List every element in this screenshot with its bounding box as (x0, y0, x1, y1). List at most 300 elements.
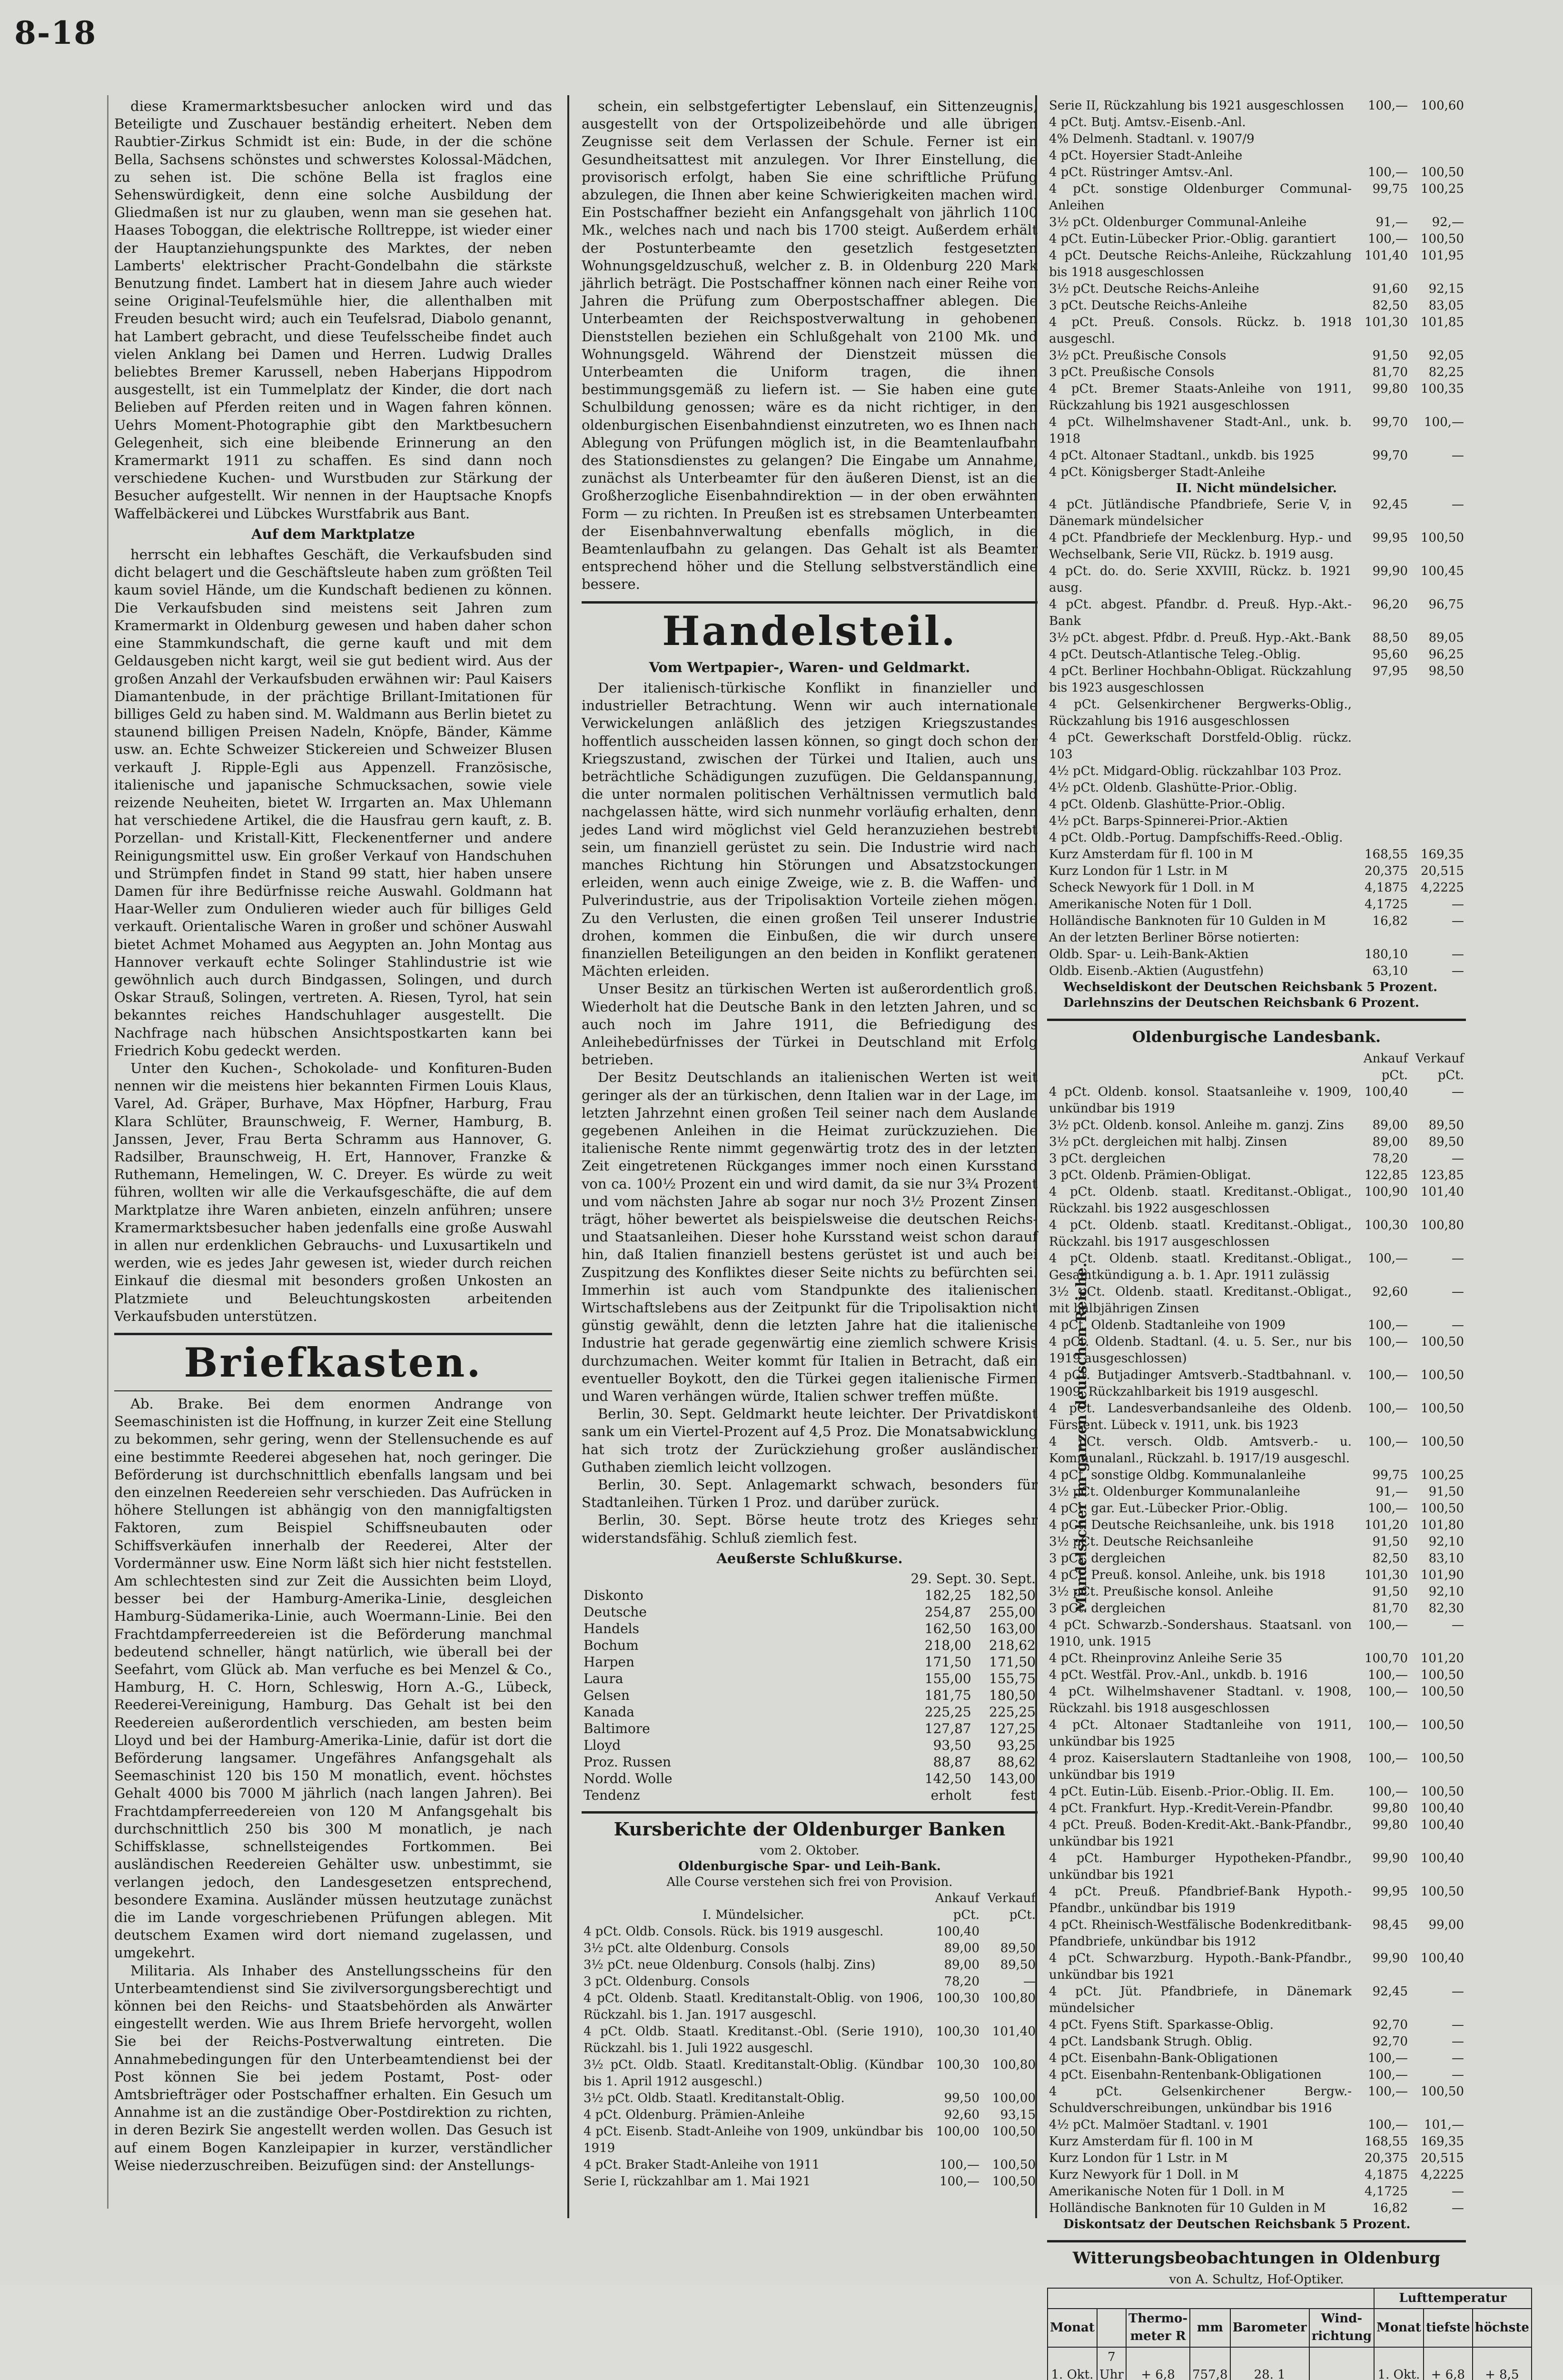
row-value: 99,90 (1372, 564, 1408, 578)
table-row (1047, 1517, 1466, 1534)
row-value (1410, 830, 1466, 846)
row-label: Bochum (584, 1637, 639, 1654)
row-label: 4 pCt. Preuß. Consols. Rückz. b. 1918 ausgeschl. (1049, 315, 1352, 346)
row-value: 101,85 (1421, 315, 1464, 329)
row-label: Tendenz (584, 1787, 640, 1804)
darlehnszins: Darlehnszins der Deutschen Reichsbank 6 Prozent. (1063, 996, 1419, 1010)
row-value (1410, 131, 1466, 148)
row-value: 100,40 (1421, 1951, 1464, 1965)
row-value (1354, 114, 1410, 131)
table-header-row (1048, 2288, 1532, 2309)
table-row (1047, 963, 1466, 980)
table-row (1047, 646, 1466, 663)
table-header-cell: Monat (1048, 2309, 1097, 2347)
kursberichte-heading: Kursberichte der Oldenburger Banken (613, 1818, 1006, 1840)
table-header-row (582, 1907, 1038, 1924)
divider (582, 601, 1038, 604)
table-row (1047, 563, 1466, 596)
row-label: 4 pCt. Schwarzburg. Hypoth.-Bank-Pfandbr., unkündbar bis 1921 (1049, 1951, 1352, 1982)
row-value: 169,35 (1421, 847, 1464, 862)
table-row (1047, 796, 1466, 813)
weather-cell: 757,8 (1190, 2347, 1230, 2380)
table-row (582, 1973, 1038, 1990)
row-value: 100,— (1368, 1785, 1408, 1799)
row-value: 100,— (1424, 415, 1464, 429)
row-label: 4 pCt. Gelsenkirchener Bergwerks-Oblig., Rückzahlung bis 1916 ausgeschlossen (1049, 697, 1352, 728)
row-label: Amerikanische Noten für 1 Doll. (1049, 897, 1252, 912)
table-row (1047, 1484, 1466, 1500)
row-label: Diskonto (584, 1587, 643, 1604)
row-value: 96,25 (1428, 647, 1464, 662)
row-value: 82,25 (1428, 365, 1464, 379)
article-paragraph: diese Kramermarktsbesucher anlocken wird und das Beteiligte und Zuschauer beständig erheitert. Neben dem Raubtier-Zirkus Schmidt ist ein: Bude, in der die schöne Bella, Sachsens schönstes und schwerstes Kolossal-Mädchen, zu sehen ist. Die schöne Bella ist fraglos eine Sehenswürdigkeit, denn eine solche Ausbildung der Gliedmaßen ist nur zu glauben, wenn man sie gesehen hat. Haases Toboggan, die elektrische Rolltreppe, ist wieder einer der Hauptanziehungspunkte des Marktes, der neben Lamberts' elektrischer Pracht-Gondelbahn die stärkste Benutzung findet. Lambert hat in diesem Jahre auch wieder seine Original-Teufelsmühle hier, die allenthalben mit Freuden besucht wird; auch ein Teufelsrad, Diabolo genannt, hat Lambert gebracht, und diese Teufelsscheibe findet auch vielen Anklang bei Damen und Herren. Ludwig Dralles beliebtes Bremer Karussell, neben Haberjans Hippodrom ausgestellt, ist ein Tummelplatz der Kinder, die dort nach Belieben auf Pferden reiten und in Wagen fahren können. Uehrs Moment-Photographie gibt den Marktbesuchern Gelegenheit, sich eine bleibende Erinnerung an den Kramermarkt 1911 zu schaffen. Es sind dann noch verschiedene Kuchen- und Wurstbuden zur Stärkung der Besucher aufgestellt. Wir nennen in der Hauptsache Knopfs Waffelbäckerei und Lübckes Wurstfabrik aus Bant. (114, 98, 552, 522)
row-value: 82,30 (1428, 1601, 1464, 1616)
table-row (1047, 1367, 1466, 1400)
table-header-row (582, 1890, 1038, 1907)
row-value: 100,40 (936, 1924, 979, 1939)
row-label: Kurz London für 1 Lstr. in M (1049, 2151, 1228, 2165)
securities-table-mid (1047, 496, 1466, 980)
row-value: 92,70 (1372, 2018, 1408, 2032)
table-row (1047, 1434, 1466, 1467)
row-value: 142,50 (924, 1771, 971, 1787)
weather-cell (1309, 2347, 1374, 2380)
row-value: 100,— (1368, 1318, 1408, 1332)
kurs-note: Alle Course verstehen sich frei von Provision. (666, 1875, 953, 1890)
row-value: 91,50 (1372, 1585, 1408, 1599)
row-value: 100,— (1368, 1435, 1408, 1449)
article-paragraph: Der italienisch-türkische Konflikt in finanzieller und industrieller Betrachtung. Wenn wir auch internationale Verwickelungen anläßlich des jetzigen Kriegszustandes hoffentlich ausscheiden lassen können, so gingt doch schon der Kriegszustand, zwischen der Türkei und Italien, auch uns beträchtliche Schädigungen zuzufügen. Die Geldanspannung, die unter normalen politischen Verhältnissen vermutlich bald nachgelassen hätte, wird sich nunmehr vorläufig erhalten, denn jedes Land wird möglichst viel Geld heranzuziehen bestrebt sein, um finanziell gerüstet zu sein. Die Industrie wird nach manches Richtung hin Störungen und Absatzstockungen erleiden, wenn auch einige Zweige, wie z. B. die Waffen- und Pulverindustrie, aus der Tripolisaktion Vorteile ziehen mögen. Zu den Verlusten, die einen großen Teil unserer Industrie drohen, kommen die Einbußen, die wir durch unsere finanziellen Beteiligungen an den beiden in Konflikt geratenen Mächten erleiden. (582, 679, 1038, 980)
row-value (1410, 763, 1466, 780)
table-row (582, 1654, 1038, 1670)
row-value: 4,1875 (1365, 2168, 1408, 2182)
row-value: 78,20 (944, 1974, 979, 1989)
row-value: — (1452, 1151, 1464, 1166)
row-value: 127,25 (989, 1721, 1036, 1737)
row-value: 83,10 (1428, 1551, 1464, 1566)
row-value: 100,— (1368, 2068, 1408, 2082)
row-label: Holländische Banknoten für 10 Gulden in M (1049, 2201, 1326, 2215)
row-value: 91,50 (1372, 1535, 1408, 1549)
row-label: 4½ pCt. Oldenb. Glashütte-Prior.-Oblig. (1049, 781, 1297, 795)
row-value: fest (1010, 1787, 1036, 1804)
row-label: 4 pCt. sonstige Oldbg. Kommunalanleihe (1049, 1468, 1306, 1482)
row-value: 88,87 (933, 1754, 971, 1770)
row-value: 100,— (1368, 2051, 1408, 2065)
page-number: 8-18 (14, 14, 97, 51)
vertical-label-text: Mündelsicher im ganzen deutschen Reiche. (1073, 1262, 1090, 1613)
article-paragraph: Unser Besitz an türkischen Werten ist außerordentlich groß. Wiederholt hat die Deutsche Bank in den letzten Jahren, und so auch noch im Jahre 1911, die Befriedigung des Anleihebedürfnisses der Türkei in Deutschland mit Erfolg betrieben. (582, 981, 1038, 1068)
row-label: 3½ pCt. Deutsche Reichsanleihe (1049, 1535, 1254, 1549)
table-row (1047, 1334, 1466, 1367)
row-value: 100,40 (1421, 1801, 1464, 1815)
row-value: 168,55 (1365, 847, 1408, 862)
row-label: 4 pCt. Eisenb. Stadt-Anleihe von 1909, unkündbar bis 1919 (584, 2124, 923, 2156)
row-label: 3 pCt. Oldenburg. Consols (584, 1974, 750, 1989)
table-row (1047, 1750, 1466, 1784)
row-value: 101,30 (1365, 1568, 1408, 1582)
table-row (1047, 846, 1466, 863)
row-value: 91,— (1375, 1485, 1408, 1499)
article-paragraph: Berlin, 30. Sept. Geldmarkt heute leichter. Der Privatdiskont sank um ein Viertel-Prozent auf 4,5 Proz. Die Monatsabwicklung hat sich trotz der Zurückziehung großer ausländischer Guthaben ziemlich leicht vollzogen. (582, 1406, 1038, 1475)
row-value: 99,70 (1372, 415, 1408, 429)
row-value: 100,— (1368, 2084, 1408, 2099)
table-row (582, 1720, 1038, 1737)
row-value: 4,2225 (1421, 881, 1464, 895)
table-header-cell: Verkauf (987, 1891, 1036, 1906)
table-row (582, 1587, 1038, 1604)
table-row (1047, 1217, 1466, 1250)
row-value: 82,50 (1372, 298, 1408, 313)
row-value: 88,62 (997, 1754, 1036, 1770)
row-value: 93,15 (1000, 2108, 1036, 2122)
row-value: 182,50 (989, 1587, 1036, 1604)
table-row (1047, 2067, 1466, 2083)
row-label: 4 pCt. Königsberger Stadt-Anleihe (1049, 465, 1266, 479)
row-label: Gelsen (584, 1687, 630, 1704)
row-value: 100,30 (1365, 1218, 1408, 1232)
row-value: 88,50 (1372, 631, 1408, 645)
row-value: 100,— (1368, 1251, 1408, 1266)
divider (114, 1390, 552, 1391)
table-header-cell: Lufttemperatur (1374, 2288, 1532, 2309)
row-label: 4% Delmenh. Stadtanl. v. 1907/9 (1049, 132, 1255, 146)
article-paragraph: Berlin, 30. Sept. Börse heute trotz des Krieges sehr widerstandsfähig. Schluß ziemlich fest. (582, 1512, 1038, 1546)
row-value: 92,15 (1428, 282, 1464, 296)
row-label: 4 pCt. Oldb. Staatl. Kreditanst.-Obl. (Serie 1910), Rückzahl. bis 1. Juli 1922 ausgeschl. (584, 2024, 923, 2056)
table-row (1047, 696, 1466, 730)
table-header-cell (1048, 2288, 1374, 2309)
row-value: — (1452, 1984, 1464, 1999)
row-value: 180,10 (1365, 947, 1408, 962)
row-label: 4 pCt. sonstige Oldenburger Communal-Anleihen (1049, 182, 1352, 213)
row-label: 4 pCt. Butj. Amtsv.-Eisenb.-Anl. (1049, 115, 1246, 129)
row-label: 4 pCt. Deutsche Reichs-Anleihe, Rückzahlung bis 1918 ausgeschlossen (1049, 248, 1352, 279)
table-row (582, 1924, 1038, 1940)
table-row (1047, 1784, 1466, 1800)
row-label: 3½ pCt. Oldenb. staatl. Kreditanst.-Obligat., mit halbjährigen Zinsen (1049, 1285, 1352, 1316)
table-row (1047, 1850, 1466, 1884)
row-value: — (1023, 1974, 1036, 1989)
row-label: 3½ pCt. Preußische Consols (1049, 348, 1227, 363)
table-row (1047, 1983, 1466, 2017)
row-value (1410, 464, 1466, 481)
row-value: — (1452, 448, 1464, 463)
row-label: Serie II, Rückzahlung bis 1921 ausgeschlossen (1049, 99, 1345, 113)
row-value: 100,50 (1421, 1685, 1464, 1699)
divider (1047, 2240, 1466, 2242)
row-value: 4,1875 (1365, 881, 1408, 895)
row-value: 100,50 (1421, 1335, 1464, 1349)
weather-cell: 1. Okt. (1048, 2347, 1097, 2380)
section-subheading: Auf dem Marktplatze (251, 526, 415, 542)
table-header-cell: mm (1190, 2309, 1230, 2347)
row-value: 98,45 (1372, 1918, 1408, 1932)
table-row (1047, 281, 1466, 298)
row-value: — (1452, 1085, 1464, 1099)
row-value (1410, 148, 1466, 164)
row-value: 100,50 (1421, 1884, 1464, 1899)
row-label: Oldb. Spar- u. Leih-Bank-Aktien (1049, 947, 1249, 962)
table-header-cell (1047, 1067, 1354, 1084)
row-value: 155,00 (924, 1671, 971, 1687)
row-value (1410, 796, 1466, 813)
table-header-cell: pCt. (1381, 1068, 1408, 1082)
table-row (1047, 248, 1466, 281)
row-label: 4 pCt. Oldenb. Stadtanleihe von 1909 (1049, 1318, 1286, 1332)
row-value (1410, 780, 1466, 796)
table-row (1047, 730, 1466, 763)
table-row (1047, 1534, 1466, 1550)
article-paragraph: Militaria. Als Inhaber des Anstellungsscheins für den Unterbeamtendienst sind Sie zivilversorgungsberechtigt und können bei den Reichs- und Staatsbehörden als Anwärter eingestellt werden. Wie aus Ihrem Briefe hervorgeht, wollen Sie bei der Reichs-Postverwaltung eintreten. Die Annahmebedingungen für den Unterbeamtendienst bei der Post können Sie bei jedem Postamt, Post- oder Amtsbriefträger oder Postschaffner erhalten. Ein Gesuch um Annahme ist an die zuständige Ober-Postdirektion zu richten, in deren Bezirk Sie angestellt werden wollen. Das Gesuch ist auf einem Bogen Kanzleipapier in kurzer, verständlicher Weise niederzuschreiben. Beizufügen sind: der Anstellungs- (114, 1962, 552, 2173)
row-value: 91,— (1375, 215, 1408, 229)
table-row (1047, 1650, 1466, 1667)
row-value: 20,515 (1421, 864, 1464, 878)
weather-cell: 7 Uhr (1097, 2347, 1126, 2380)
row-value: 100,40 (1421, 1851, 1464, 1865)
table-title: Aeußerste Schlußkurse. (716, 1550, 903, 1567)
row-label: 3½ pCt. Oldb. Staatl. Kreditanstalt-Oblig. (584, 2091, 845, 2106)
row-value: 169,35 (1421, 2134, 1464, 2149)
row-value: — (1452, 2018, 1464, 2032)
table-header-cell: 29. Sept. (910, 1571, 971, 1587)
table-row (582, 1770, 1038, 1787)
table-row (1047, 1150, 1466, 1167)
row-value: 99,95 (1372, 1884, 1408, 1899)
article-paragraph: schein, ein selbstgefertigter Lebenslauf, ein Sittenzeugnis, ausgestellt von der Ortspolizeibehörde und alle übrigen Zeugnisse seit dem Verlassen der Schule. Ferner ist ein Gesundheitsattest mit anzulegen. Vor Ihrer Einstellung, die provisorisch erfolgt, haben Sie eine schriftliche Prüfung abzulegen, die Ihnen aber keine Schwierigkeiten machen wird. Ein Postschaffner bezieht ein Anfangsgehalt von jährlich 1100 Mk., welches nach und nach bis 1700 steigt. Außerdem erhält der Postunterbeamte den gesetzlich festgesetzten Wohnungsgeldzuschuß, welcher z. B. in Oldenburg 220 Mark jährlich beträgt. Die Postschaffner können nach einer Reihe von Jahren die Prüfung zum Oberpostschaffner ablegen. Die Unterbeamten der Reichspostverwaltung in gehobenen Dienststellen beziehen ein Schlußgehalt von 2100 Mk. und Wohnungsgeld. Während der Dienstzeit müssen die Unterbeamten die Uniform tragen, die ihnen bestimmungsgemäß zu liefern ist. — Sie haben eine gute Schulbildung genossen; wäre es da nicht richtiger, in den oldenburgischen Eisenbahndienst einzutreten, wo es Ihnen nach Ablegung von Prüfungen möglich ist, in die Beamtenlaufbahn des Stationsdienstes zu gelangen? Die Eingabe um Annahme, zunächst als Unterbeamter für den äußeren Dienst, ist an die Großherzogliche Eisenbahndirektion — in der oben erwähnten Form — zu richten. In Preußen ist es strebsamen Unterbeamten der Eisenbahnverwaltung ebenfalls möglich, in die Beamtenlaufbahn zu gelangen. Das Gehalt ist als Beamter entsprechend höher und die Stellung selbstverständlich eine bessere. (582, 98, 1038, 593)
row-label: 4 pCt. Deutsche Reichsanleihe, unk. bis 1918 (1049, 1518, 1335, 1532)
table-row (582, 2107, 1038, 2123)
table-row (1047, 2033, 1466, 2050)
row-label: 3½ pCt. Oldb. Staatl. Kreditanstalt-Oblig. (Kündbar bis 1. April 1912 ausgeschl.) (584, 2058, 923, 2089)
row-value: 100,— (1368, 2118, 1408, 2132)
row-value: — (1452, 2184, 1464, 2199)
table-row (1048, 2347, 1532, 2380)
row-label: 3 pCt. Preußische Consols (1049, 365, 1215, 379)
row-value: erholt (930, 1787, 971, 1804)
table-row (1047, 830, 1466, 846)
row-value: — (1452, 1318, 1464, 1332)
weather-cell: + 6,8 (1424, 2347, 1473, 2380)
table-row (1047, 1500, 1466, 1517)
row-label: 3½ pCt. abgest. Pfdbr. d. Preuß. Hyp.-Akt.-Bank (1049, 631, 1351, 645)
table-row (1047, 1317, 1466, 1334)
row-label: Harpen (584, 1654, 635, 1670)
row-value: 100,— (1368, 1618, 1408, 1632)
weather-table (1047, 2288, 1532, 2380)
table-row (1047, 1467, 1466, 1484)
row-label: 4 pCt. Eutin-Lübecker Prior.-Oblig. garantiert (1049, 232, 1336, 246)
table-row (1047, 1717, 1466, 1750)
row-value: 89,50 (1000, 1941, 1036, 1956)
row-value: 100,— (1368, 1668, 1408, 1682)
row-label: 4 pCt. gar. Eut.-Lübecker Prior.-Oblig. (1049, 1501, 1288, 1516)
row-value: 81,70 (1372, 1601, 1408, 1616)
row-label: Kurz Newyork für 1 Doll. in M (1049, 2168, 1239, 2182)
row-value: — (1452, 1251, 1464, 1266)
row-value: — (1452, 2034, 1464, 2049)
row-label: 4 pCt. Wilhelmshavener Stadtanl. v. 1908, Rückzahl. bis 1918 ausgeschlossen (1049, 1685, 1352, 1716)
row-value: 100,50 (1421, 531, 1464, 545)
row-label: 4 pCt. Oldenb. staatl. Kreditanst.-Obligat., Rückzahl. bis 1917 ausgeschlossen (1049, 1218, 1352, 1249)
row-label: Oldb. Eisenb.-Aktien (Augustfehn) (1049, 964, 1264, 978)
row-value: 92,10 (1428, 1535, 1464, 1549)
row-value: 100,— (1368, 1718, 1408, 1732)
table-header-cell (1047, 1051, 1354, 1067)
table-row (1047, 1167, 1466, 1184)
row-value: 100,50 (992, 2158, 1036, 2172)
row-value: 100,— (1368, 1368, 1408, 1382)
row-value: 100,45 (1421, 564, 1464, 578)
table-row (582, 1704, 1038, 1720)
row-value: 100,— (940, 2174, 979, 2189)
table-header-cell: Barometer (1230, 2309, 1309, 2347)
table-row (582, 1620, 1038, 1637)
row-value: 93,25 (997, 1737, 1036, 1754)
row-value: 100,50 (1421, 2084, 1464, 2099)
wechsel-diskont: Wechseldiskont der Deutschen Reichsbank 5 Prozent. (1063, 980, 1438, 994)
row-value: 92,05 (1428, 348, 1464, 363)
row-label: Laura (584, 1671, 623, 1687)
row-value: 4,1725 (1365, 2184, 1408, 2199)
row-label: 4 pCt. Frankfurt. Hyp.-Kredit-Verein-Pfandbr. (1049, 1801, 1334, 1815)
table-row (1047, 1550, 1466, 1567)
row-value: 92,45 (1372, 497, 1408, 512)
row-label: 4 pCt. Berliner Hochbahn-Obligat. Rückzahlung bis 1923 ausgeschlossen (1049, 664, 1352, 695)
table-row (1047, 1184, 1466, 1217)
row-value: 89,50 (1000, 1958, 1036, 1973)
row-value: 100,50 (1421, 1718, 1464, 1732)
table-row (582, 1787, 1038, 1804)
row-value: 97,95 (1372, 664, 1408, 678)
table-row (1047, 2017, 1466, 2033)
table-row (1047, 1667, 1466, 1684)
row-value: 100,70 (1365, 1651, 1408, 1666)
row-value: 180,50 (989, 1687, 1036, 1704)
row-value: — (1452, 947, 1464, 962)
table-row (582, 1604, 1038, 1620)
row-value: 20,375 (1365, 2151, 1408, 2165)
table-header-cell (582, 1890, 925, 1907)
row-value (981, 1924, 1038, 1940)
row-value: 89,50 (1428, 1118, 1464, 1132)
row-value: 96,20 (1372, 597, 1408, 612)
row-label: 3 pCt. dergleichen (1049, 1551, 1166, 1566)
row-label: 4 pCt. Rheinprovinz Anleihe Serie 35 (1049, 1651, 1283, 1666)
row-label: 4 pCt. Oldb.-Portug. Dampfschiffs-Reed.-Oblig. (1049, 831, 1343, 845)
row-label: Serie I, rückzahlbar am 1. Mai 1921 (584, 2174, 811, 2189)
row-value: 101,30 (1365, 315, 1408, 329)
row-label: 4 pCt. versch. Oldb. Amtsverb.- u. Kommunalanl., Rückzahl. b. 1917/19 ausgeschl. (1049, 1435, 1352, 1466)
row-label: 3½ pCt. alte Oldenburg. Consols (584, 1941, 789, 1956)
row-value: 100,40 (1421, 1818, 1464, 1832)
row-label: 4 pCt. Eisenbahn-Rentenbank-Obligationen (1049, 2068, 1322, 2082)
table-row (1047, 2150, 1466, 2167)
row-value: — (1452, 497, 1464, 512)
row-value: 127,87 (924, 1721, 971, 1737)
table-row (582, 1637, 1038, 1654)
table-row (1047, 946, 1466, 963)
row-value: 100,— (940, 2158, 979, 2172)
row-value: 78,20 (1372, 1151, 1408, 1166)
row-label: 3½ pCt. Deutsche Reichs-Anleihe (1049, 282, 1259, 296)
row-label: 3½ pCt. Preußische konsol. Anleihe (1049, 1585, 1274, 1599)
row-value: 100,50 (1421, 1501, 1464, 1516)
table-header-cell: Verkauf (1415, 1051, 1464, 1066)
row-value: 100,30 (936, 2058, 979, 2073)
section-subheading: II. Nicht mündelsicher. (1176, 481, 1337, 496)
weather-cell: 1. Okt. (1374, 2347, 1424, 2380)
row-value: 100,00 (936, 2124, 979, 2139)
row-label: 4 pCt. Eisenbahn-Bank-Obligationen (1049, 2051, 1278, 2065)
table-row (1047, 2050, 1466, 2067)
row-value (1354, 148, 1410, 164)
table-row (1047, 98, 1466, 114)
row-label: 4½ pCt. Barps-Spinnerei-Prior.-Aktien (1049, 814, 1288, 828)
row-value: 182,25 (924, 1587, 971, 1604)
row-label: 4 pCt. Butjadinger Amtsverb.-Stadtbahnanl. v. 1909, Rückzahlbarkeit bis 1919 ausgeschl. (1049, 1368, 1352, 1399)
table-row (1047, 930, 1466, 946)
row-value: 20,515 (1421, 2151, 1464, 2165)
row-value: 89,00 (944, 1958, 979, 1973)
handelsteil-heading: Handelsteil. (662, 607, 957, 654)
row-value: 100,80 (992, 1991, 1036, 2006)
row-value: 100,50 (1421, 165, 1464, 179)
diskont-satz: Diskontsatz der Deutschen Reichsbank 5 Prozent. (1063, 2217, 1411, 2231)
row-value: 225,25 (924, 1704, 971, 1720)
row-label: 3½ pCt. Oldenburger Communal-Anleihe (1049, 215, 1307, 229)
row-value: 254,87 (924, 1604, 971, 1620)
table-header-cell: Monat (1374, 2309, 1424, 2347)
row-value: 81,70 (1372, 365, 1408, 379)
row-label: 4 pCt. Altonaer Stadtanl., unkdb. bis 1925 (1049, 448, 1315, 463)
table-row (1047, 214, 1466, 231)
table-header-cell: 30. Sept. (975, 1571, 1036, 1587)
table-row (1047, 1600, 1466, 1617)
row-value: 91,60 (1372, 282, 1408, 296)
table-row (1047, 863, 1466, 880)
table-row (1047, 1567, 1466, 1584)
table-row (1047, 1950, 1466, 1983)
row-value (1354, 780, 1410, 796)
row-value (1354, 131, 1410, 148)
table-row (1047, 231, 1466, 248)
table-header-row (1047, 1067, 1466, 1084)
table-header-cell: pCt. (1009, 1908, 1036, 1923)
row-value: 99,90 (1372, 1851, 1408, 1865)
table-row (1047, 813, 1466, 830)
row-label: 4 pCt. Pfandbriefe der Mecklenburg. Hyp.- und Wechselbank, Serie VII, Rückz. b. 1919 ausg. (1049, 531, 1352, 562)
row-value (1410, 730, 1466, 763)
table-row (582, 1957, 1038, 1973)
row-label: Baltimore (584, 1721, 650, 1737)
row-label: 4 pCt. Oldenb. Glashütte-Prior.-Oblig. (1049, 797, 1286, 812)
column-rule-1 (567, 95, 569, 2218)
row-value: 100,50 (1421, 232, 1464, 246)
table-row (582, 1940, 1038, 1957)
table-row (1047, 913, 1466, 930)
row-label: 4 pCt. Preuß. Boden-Kredit-Akt.-Bank-Pfandbr., unkündbar bis 1921 (1049, 1818, 1352, 1849)
row-value: 89,00 (1372, 1118, 1408, 1132)
row-value: 101,80 (1421, 1518, 1464, 1532)
row-label: 4 pCt. Oldenb. Staatl. Kreditanstalt-Oblig. von 1906, Rückzahl. bis 1. Jan. 1917 ausgeschl. (584, 1991, 923, 2023)
row-value (1354, 763, 1410, 780)
row-label: 4 pCt. Oldenb. konsol. Staatsanleihe v. 1909, unkündbar bis 1919 (1049, 1085, 1352, 1116)
article-paragraph: Berlin, 30. Sept. Anlagemarkt schwach, besonders für Stadtanleihen. Türken 1 Proz. und darüber zurück. (582, 1477, 1038, 1511)
briefkasten-heading: Briefkasten. (184, 1339, 483, 1387)
row-value: 100,— (1368, 1335, 1408, 1349)
row-value: 100,50 (1421, 1785, 1464, 1799)
